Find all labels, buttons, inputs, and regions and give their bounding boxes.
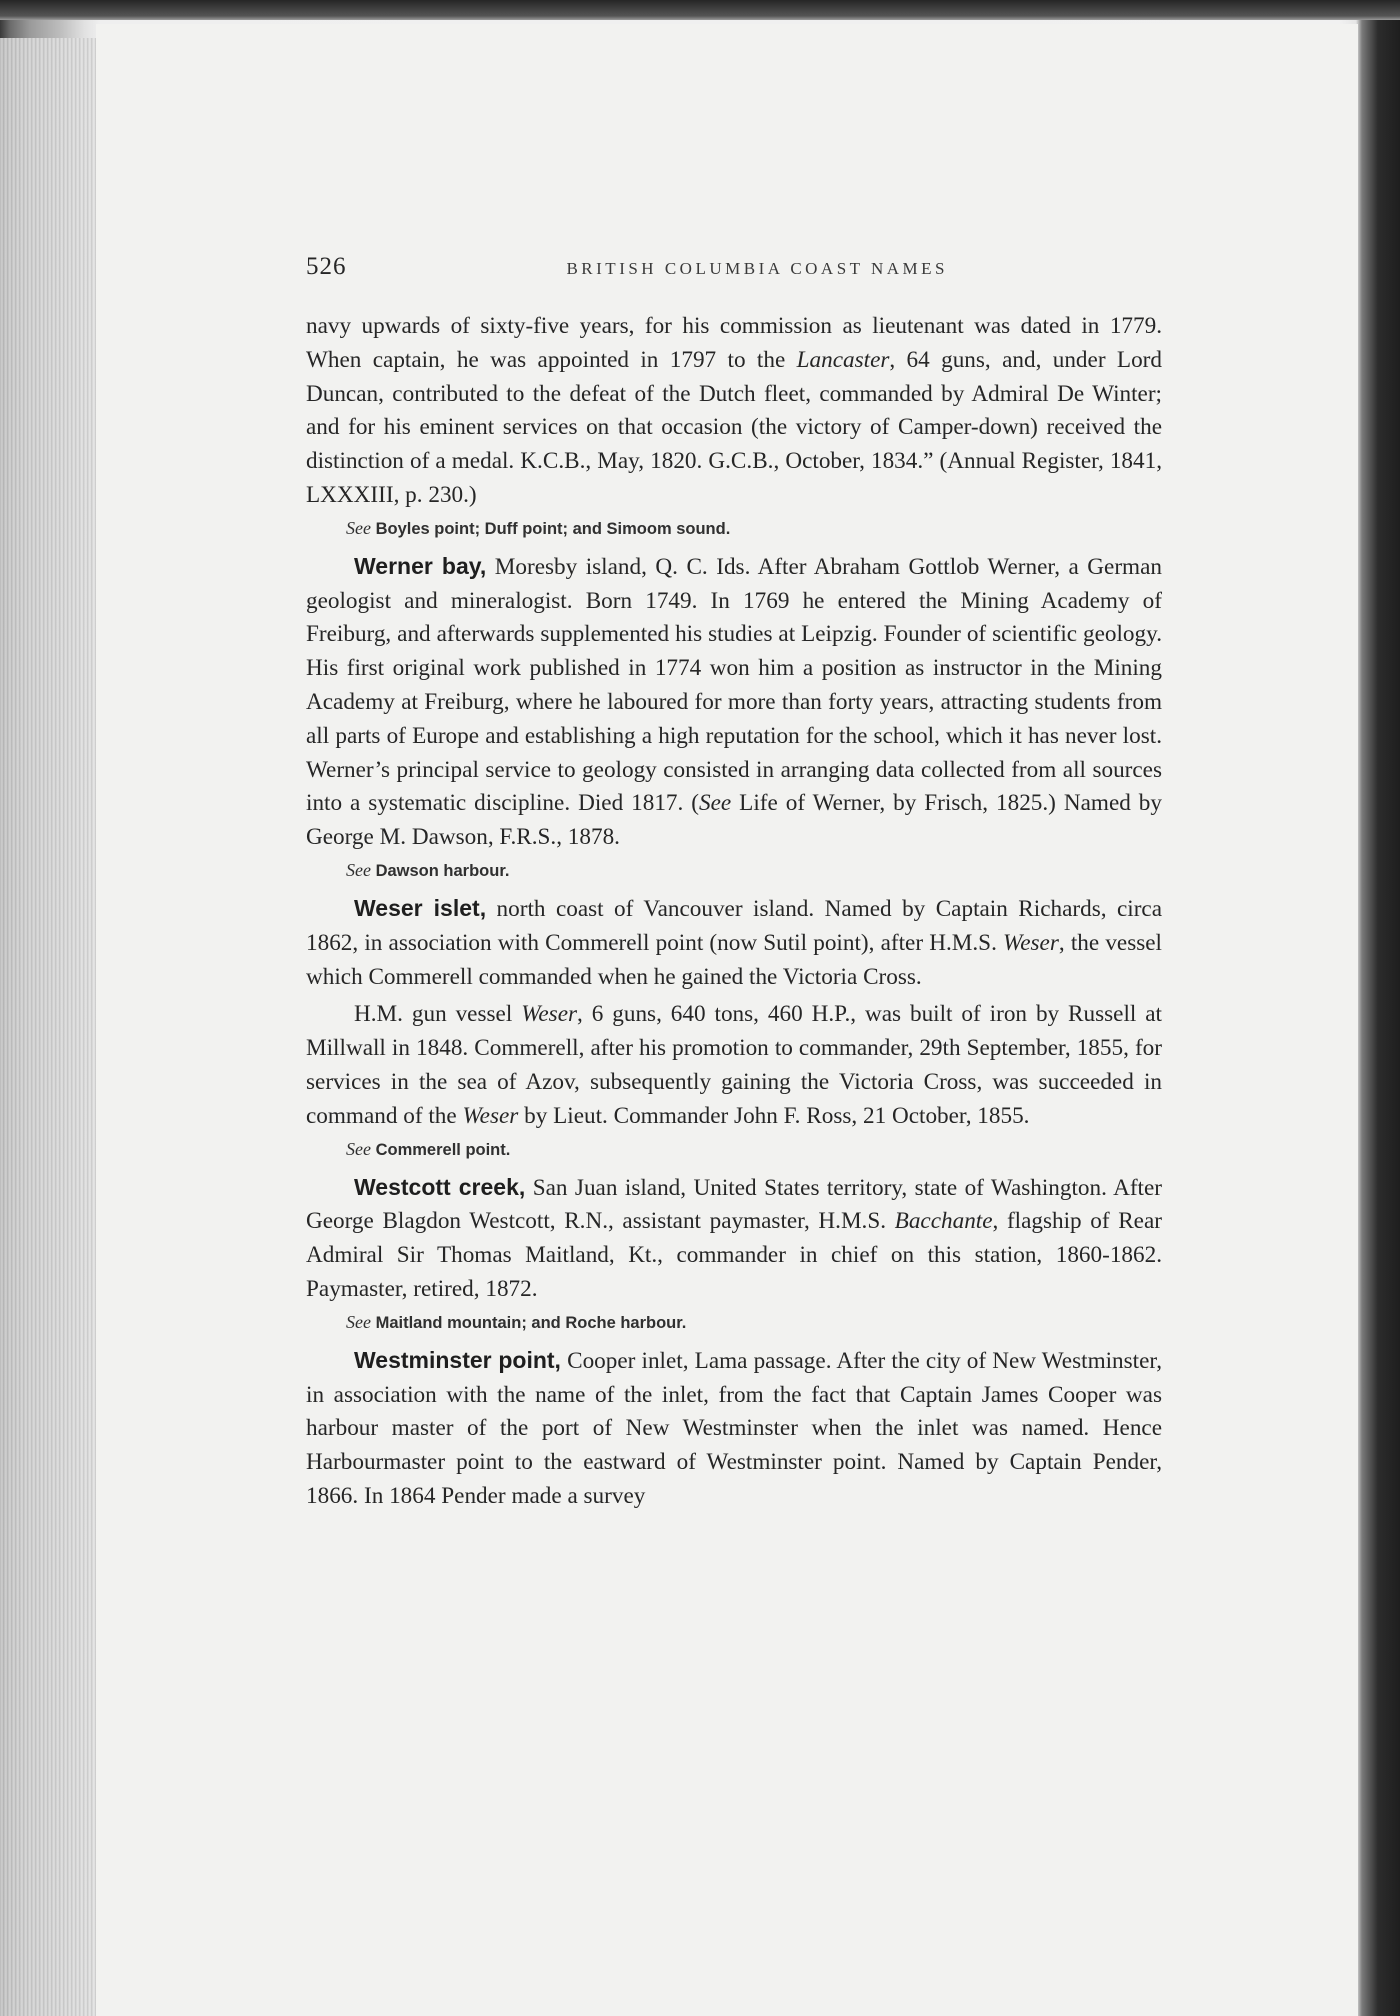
page-number: 526 — [306, 253, 347, 280]
see-word-inline: See — [699, 790, 732, 817]
entry-name: Weser islet, — [354, 894, 487, 921]
ship-name: Weser — [521, 1001, 578, 1028]
entry-weser-islet — [306, 892, 1162, 994]
continuation-text-1: navy upwards of sixty-five years, for his commission as lieutenant was dated in 1779. When captain, he was appointed in 1797 to the — [306, 313, 1162, 373]
scan-top-edge — [0, 0, 1400, 20]
continuation-text-2: , 64 guns, and, under Lord Duncan, contributed to the defeat of the Dutch fleet, commanded by Admiral De Winter; and for his eminent services on that occasion (the victory of Camper-down) received the distinction of a medal. K.C.B., May, 1820. G.C.B., October, 1834.” (Annual Register, 1841, LXXXIII, p. 230.) — [306, 346, 1162, 508]
entry-name: Werner bay, — [354, 552, 487, 579]
entry-body: Cooper inlet, Lama passage. After the city of New Westminster, in association with the name of the inlet, from the fact that Captain James Cooper was harbour master of the port of New Westminster when the inlet was named. Hence Harbourmaster point to the eastward of Westminster point. Named by Captain Pender, 1866. In 1864 Pender made a survey — [306, 1347, 1162, 1509]
entry-body-2: Life of Werner, by Frisch, 1825.) Named by George M. Dawson, F.R.S., 1878. — [306, 790, 1162, 851]
entry-name: Westminster point, — [354, 1346, 561, 1373]
ship-name: Bacchante — [894, 1208, 993, 1235]
entry-body: San Juan island, United States territory, state of Washington. After George Blagdon Westcott, R.N., assistant paymaster, H.M.S. — [306, 1174, 1163, 1235]
see-word: See — [346, 1138, 371, 1159]
entry-westminster-point — [306, 1344, 1162, 1514]
para-text: , 6 guns, 640 tons, 460 H.P., was built of iron by Russell at Millwall in 1848. Commerell, after his promotion to commander, 29th September, 1855, for services in the sea of Azov, subsequently gaining the Victoria Cross, was succeeded in command of the — [306, 1001, 1163, 1129]
entry-name: Westcott creek, — [354, 1173, 526, 1200]
para-text: by Lieut. Commander John F. Ross, 21 October, 1855. — [518, 1102, 1030, 1129]
running-head — [306, 250, 1162, 310]
running-title: BRITISH COLUMBIA COAST NAMES — [566, 259, 948, 278]
continuation-paragraph — [306, 310, 1162, 513]
ship-name: Weser — [1003, 929, 1059, 956]
entry-body-2: , flagship of Rear Admiral Sir Thomas Maitland, Kt., commander in chief on this station, 1860-1862. Paymaster, retired, 1872. — [306, 1208, 1162, 1302]
see-text: Boyles point; Duff point; and Simoom sound. — [375, 519, 731, 538]
entry-body: north coast of Vancouver island. Named by Captain Richards, circa 1862, in association with Commerell point (now Sutil point), after H.M.S. — [306, 895, 1163, 956]
see-reference — [306, 513, 1162, 544]
page-stack-edge — [0, 38, 96, 2016]
see-word: See — [346, 1311, 371, 1332]
entry-weser-paragraph-2 — [306, 998, 1162, 1133]
see-word: See — [346, 859, 371, 880]
entry-westcott-creek — [306, 1171, 1162, 1307]
see-text: Commerell point. — [375, 1140, 511, 1159]
see-word: See — [346, 517, 371, 538]
ship-name: Weser — [462, 1102, 519, 1129]
see-text: Maitland mountain; and Roche harbour. — [375, 1313, 687, 1332]
entry-body: Moresby island, Q. C. Ids. After Abraham Gottlob Werner, a German geologist and mineralogist. Born 1749. In 1769 he entered the Mining Academy of Freiburg, and afterwards supplemented his studies at Leipzig. Founder of scientific geology. His first original work published in 1774 won him a position as instructor in the Mining Academy at Freiburg, where he laboured for more than forty years, attracting students from all parts of Europe and establishing a high reputation for the school, which it has never lost. Werner’s principal service to geology consisted in arranging data collected from all sources into a systematic discipline. Died 1817. ( — [306, 553, 1162, 817]
see-text: Dawson harbour. — [375, 861, 510, 880]
entry-body-2: , the vessel which Commerell commanded when he gained the Victoria Cross. — [306, 929, 1162, 990]
see-reference — [306, 855, 1162, 886]
para-text: H.M. gun vessel — [354, 1001, 522, 1028]
entry-werner-bay — [306, 550, 1162, 855]
see-reference — [306, 1307, 1162, 1338]
text-block — [306, 250, 1162, 1514]
see-reference — [306, 1134, 1162, 1165]
ship-name: Lancaster — [796, 346, 890, 373]
